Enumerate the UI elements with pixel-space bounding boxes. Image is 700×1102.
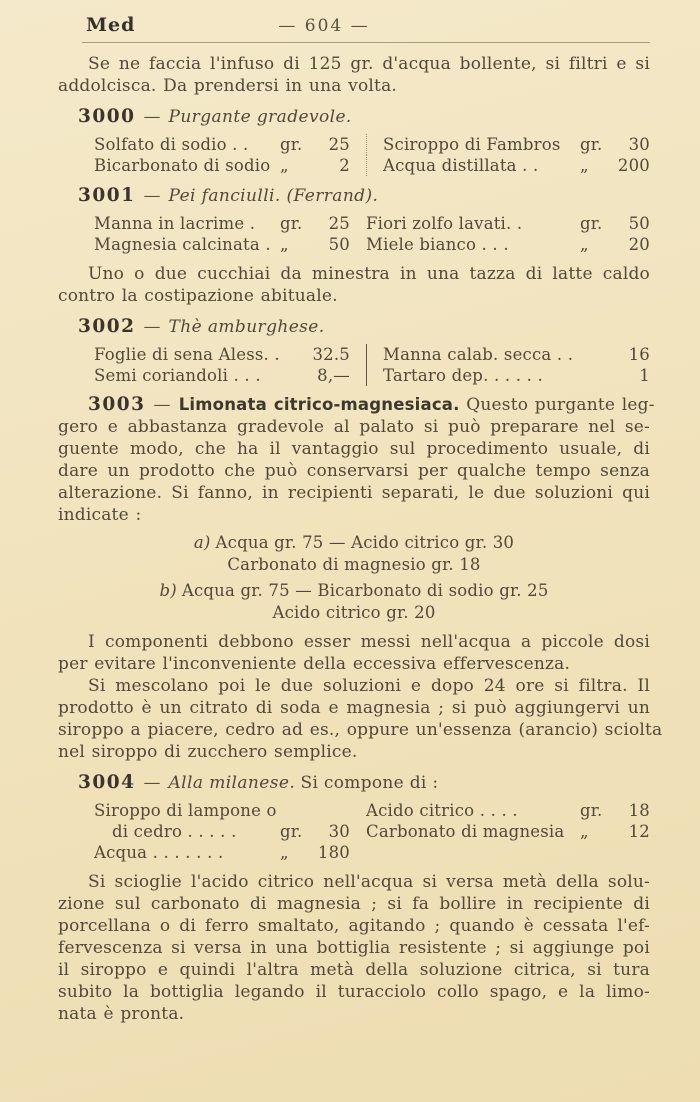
ingredient-unit: „ [580,156,589,175]
recipe-table-3000 [94,134,650,176]
ingredient-unit: gr. [580,214,603,233]
solution-label: b) [159,581,177,600]
solution-line [58,580,650,602]
dash: — [153,395,171,415]
ingredient-qty: 32.5 [312,345,350,364]
solution-line: Acido citrico gr. 20 [272,602,436,622]
paragraph-line: il siroppo e quindi l'altra metà della soluzione citrica, si tura [58,960,650,980]
ingredient-unit: gr. [280,135,303,154]
ingredient-name: Carbonato di magnesia [366,822,565,841]
final-paragraph [58,871,650,1025]
recipe-title: Limonata citrico-magnesiaca. [178,395,460,414]
usage-paragraph [58,263,650,307]
ingredient-unit: „ [580,822,589,841]
solution-line: Carbonato di magnesio gr. 18 [227,554,481,574]
solutions-block [58,532,650,623]
ingredient-qty: 30 [628,135,650,154]
recipe-number: 3004 [78,772,136,793]
recipe-row [94,234,650,255]
recipe-number: 3003 [88,394,146,415]
ingredient-unit: „ [580,235,589,254]
recipe-row [94,344,650,365]
recipe-number: 3001 [78,185,136,206]
recipe-row [94,821,350,842]
recipe-row [94,134,650,155]
ingredient-qty: 50 [328,235,350,254]
paragraph-text: Questo purgante leg- [466,395,655,415]
ingredient-name: Solfato di sodio . . [94,135,249,154]
paragraph-line: Uno o due cucchiai da minestra in una tazza di latte caldo [88,264,650,284]
paragraph-line: siroppo a piacere, cedro ad es., oppure un'essenza (arancio) sciolta [58,720,663,740]
recipe-heading-3002 [78,316,650,338]
paragraph-line: fervescenza si versa in una bottiglia resistente ; si aggiunge poi [58,938,650,958]
paragraph-line: subito la bottiglia legando il turacciolo collo spago, e la limo- [58,982,650,1002]
paragraph-line: nel siroppo di zucchero semplice. [58,742,358,762]
ingredient-name: Tartaro dep. . . . . . [383,366,543,385]
recipe-table-3004 [94,800,650,863]
paragraph-line: Se ne faccia l'infuso di 125 gr. d'acqua bollente, si filtri e si [88,54,650,74]
paragraph-line: dare un prodotto che può conservarsi per qualche tempo senza [58,461,650,481]
solution-line [58,532,650,554]
recipe-row [94,842,350,863]
ingredient-qty: 2 [339,156,350,175]
ingredient-name: Foglie di sena Aless. . [94,345,280,364]
recipe-row [366,800,650,821]
ingredient-unit: gr. [580,801,603,820]
paragraph-line: I componenti debbono esser messi nell'acqua a piccole dosi [88,632,650,652]
dash: — [143,773,161,793]
ingredient-name: Siroppo di lampone o [94,801,277,820]
recipe-left-column [94,800,366,863]
ingredient-name: Manna in lacrime . [94,214,256,233]
ingredient-name: Magnesia calcinata . [94,235,271,254]
ingredient-unit: gr. [280,214,303,233]
recipe-row [94,365,650,386]
ingredient-qty: 8,— [317,366,350,385]
components-paragraph [58,631,650,675]
paragraph-line: alterazione. Si fanno, in recipienti separati, le due soluzioni qui [58,483,650,503]
paragraph-line: per evitare l'inconveniente della eccessiva effervescenza. [58,654,571,674]
ingredient-name: Acido citrico . . . . [366,801,518,820]
ingredient-name: Manna calab. secca . . [383,345,574,364]
paragraph-line: guente modo, che ha il vantaggio sul procedimento usuale, di [58,439,650,459]
dash: — [143,107,161,127]
paragraph-line: zione sul carbonato di magnesia ; si fa bollire in recipiente di [58,894,650,914]
page-number: — 604 — [278,16,370,36]
paragraph-line: porcellana o di ferro smaltato, agitando ; quando è cessata l'ef- [58,916,650,936]
paragraph-line: gero e abbastanza gradevole al palato si può preparare nel se- [58,417,650,437]
recipe-number: 3000 [78,106,136,127]
ingredient-name: di cedro . . . . . [112,822,237,841]
recipe-row [94,213,650,234]
solution-text: Acqua gr. 75 — Bicarbonato di sodio gr. 25 [181,581,549,600]
solution-a [58,532,650,575]
dash: — [143,317,161,337]
ingredient-unit: „ [280,235,289,254]
paragraph-line: contro la costipazione abituale. [58,286,338,306]
mixing-paragraph [58,675,663,763]
solution-label: a) [193,533,211,552]
ingredient-unit: „ [280,156,289,175]
paragraph-line: indicate : [58,505,142,525]
dash: — [143,186,161,206]
section-label: Med [86,14,136,36]
paragraph-line: Si mescolano poi le due soluzioni e dopo 24 ore si filtra. Il [88,676,650,696]
ingredient-qty: 50 [628,214,650,233]
recipe-title: Pei fanciulli. (Ferrand). [168,186,379,206]
recipe-row [94,155,650,176]
ingredient-name: Acqua . . . . . . . [94,843,224,862]
recipe-row [94,800,350,821]
solution-text: Acqua gr. 75 — Acido citrico gr. 30 [215,533,515,552]
paragraph-line [58,394,655,416]
recipe-right-column [366,800,650,863]
ingredient-qty: 18 [628,801,650,820]
ingredient-qty: 1 [639,366,650,385]
paragraph-line: nata è pronta. [58,1004,185,1024]
solution-b [58,580,650,623]
recipe-heading-3000 [78,106,650,128]
paragraph-line: Si scioglie l'acido citrico nell'acqua si versa metà della solu- [88,872,650,892]
ingredient-name: Sciroppo di Fambros [383,135,561,154]
paragraph-line: prodotto è un citrato di soda e magnesia ; si può aggiungervi un [58,698,650,718]
ingredient-unit: „ [280,843,289,862]
ingredient-unit: gr. [580,135,603,154]
ingredient-unit: gr. [280,822,303,841]
ingredient-qty: 16 [628,345,650,364]
ingredient-name: Miele bianco . . . [366,235,509,254]
recipe-title: Alla milanese. [168,773,296,793]
recipe-number: 3002 [78,316,136,337]
page-header [58,14,650,40]
ingredient-qty: 25 [328,135,350,154]
recipe-heading-3004 [78,772,650,794]
recipe-table-3002 [94,344,650,386]
ingredient-qty: 180 [317,843,350,862]
recipe-title: Thè amburghese. [168,317,325,337]
ingredient-name: Bicarbonato di sodio [94,156,271,175]
ingredient-name: Semi coriandoli . . . [94,366,261,385]
ingredient-qty: 25 [328,214,350,233]
ingredient-qty: 30 [328,822,350,841]
recipe-3003-paragraph [58,394,655,526]
ingredient-qty: 200 [617,156,650,175]
header-rule [82,42,650,43]
recipe-title: Purgante gradevole. [168,107,352,127]
recipe-subtitle: Si compone di : [300,773,439,793]
ingredient-name: Fiori zolfo lavati. . [366,214,523,233]
ingredient-qty: 12 [628,822,650,841]
ingredient-name: Acqua distillata . . [383,156,539,175]
recipe-row [366,821,650,842]
paragraph-line: addolcisca. Da prendersi in una volta. [58,76,398,96]
ingredient-qty: 20 [628,235,650,254]
recipe-heading-3001 [78,185,650,207]
intro-paragraph [58,53,650,97]
recipe-table-3001 [94,213,650,255]
